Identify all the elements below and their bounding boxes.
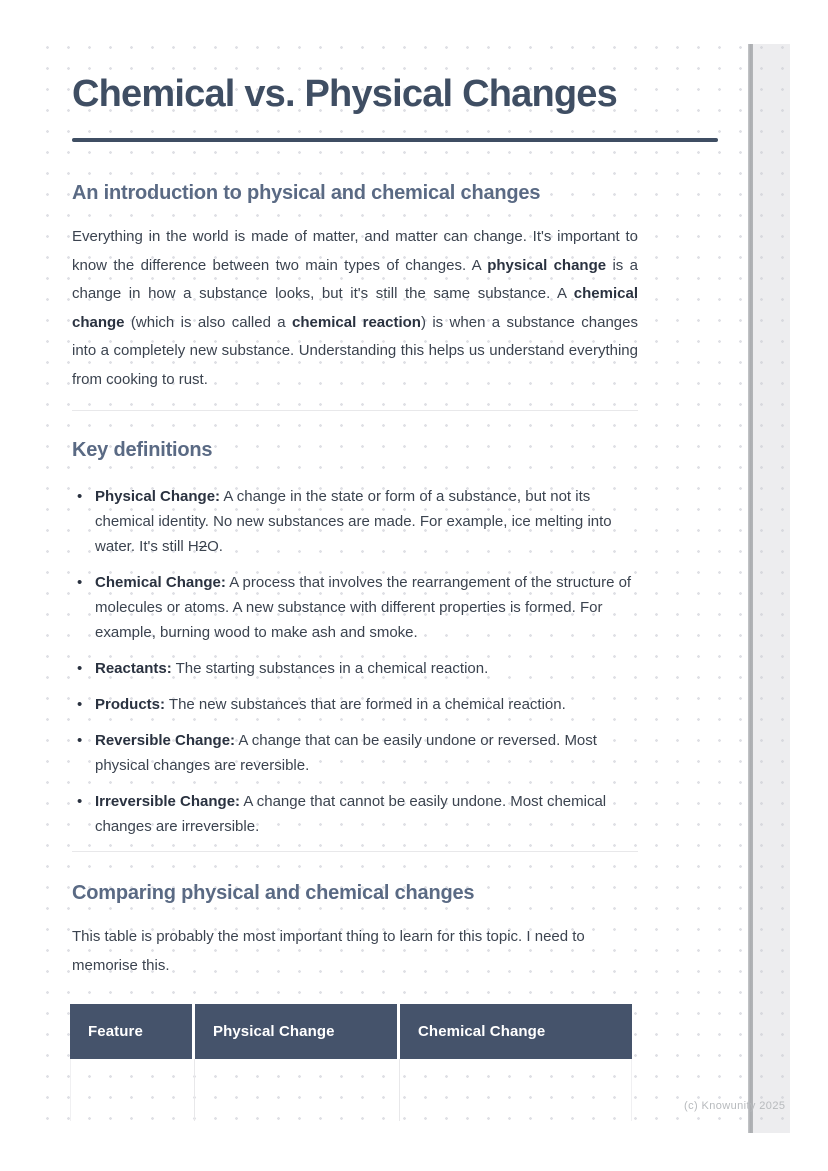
page-title: Chemical vs. Physical Changes [72,73,617,115]
text-segment: O. [207,538,223,555]
section-divider [72,851,638,852]
text-segment: A change in the state or form of a substance, but not its chemical identity. No new substances are made. For example, ice melting into water. It's still H [95,488,612,555]
table-header-row [70,1004,632,1059]
comparison-table [70,1004,632,1121]
table-cell-physical-change [195,1059,400,1121]
text-segment: (which is also called a [124,313,293,331]
section-divider [72,410,638,411]
section-heading-definitions: Key definitions [72,439,213,461]
list-item-physical-change [72,484,638,559]
page-content-column [72,44,638,1121]
bold-text-segment: Irreversible Change: [95,793,241,810]
title-divider [72,138,718,142]
bold-text-segment: Physical Change: [95,488,221,505]
text-segment: is a change in how a substance looks, but it's still the same substance. A [72,256,638,302]
intro-paragraph [72,223,638,394]
list-item-products [72,692,638,717]
worksheet-page [44,44,790,1133]
table-body-row [70,1059,632,1121]
list-item-irreversible-change [72,789,638,839]
text-segment: 2 [198,538,208,555]
bold-text-segment: Reversible Change: [95,732,236,749]
bold-text-segment: Reactants: [95,660,172,677]
comparison-intro-paragraph [72,922,638,980]
text-segment: This table is probably the most important thing to learn for this topic. I need to memorise this. [72,928,585,974]
table-cell-feature [70,1059,195,1121]
text-segment: A change that can be easily undone or reversed. Most physical changes are reversible. [95,732,597,774]
bold-text-segment: physical change [487,256,607,274]
section-heading-intro: An introduction to physical and chemical changes [72,182,541,204]
definitions-list [72,484,638,839]
list-item-reactants [72,656,638,681]
text-segment: The new substances that are formed in a chemical reaction. [165,696,566,713]
bold-text-segment: chemical change [72,285,638,331]
text-segment: A change that cannot be easily undone. Most chemical changes are irreversible. [95,793,607,835]
list-item-reversible-change [72,728,638,778]
table-header-physical-change: Physical Change [195,1004,400,1059]
list-item-chemical-change [72,570,638,645]
bold-text-segment: chemical reaction [292,313,421,331]
table-header-chemical-change: Chemical Change [400,1004,632,1059]
text-segment: The starting substances in a chemical reaction. [171,660,489,677]
table-cell-chemical-change [400,1059,632,1121]
table-header-feature: Feature [70,1004,195,1059]
page-curl-panel [753,44,790,1133]
section-heading-comparison: Comparing physical and chemical changes [72,882,475,904]
text-segment: A process that involves the rearrangement of the structure of molecules or atoms. A new substance with different properties is formed. For example, burning wood to make ash and smoke. [95,574,632,641]
text-segment: Everything in the world is made of matter, and matter can change. It's important to know the difference between two main types of changes. A [72,228,638,274]
text-segment: ) is when a substance changes into a completely new substance. Understanding this helps us understand everything from cooking to rust. [72,313,638,388]
knowunity-watermark: (c) Knowunity 2025 [684,1100,786,1112]
bold-text-segment: Products: [95,696,166,713]
bold-text-segment: Chemical Change: [95,574,226,591]
